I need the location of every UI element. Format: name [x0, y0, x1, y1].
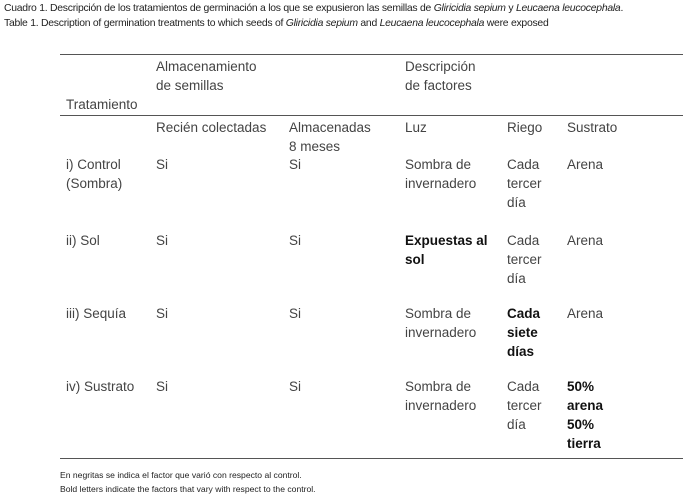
row-luz: Sombra de invernadero [405, 306, 477, 340]
row-riego: Cada tercer día [507, 379, 542, 432]
row-recien: Si [156, 157, 169, 172]
row-luz-varied-factor: Expuestas al sol [405, 233, 488, 267]
row-almacenadas: Si [289, 379, 302, 394]
header-riego: Riego [507, 120, 543, 135]
row-tratamiento: i) Control (Sombra) [66, 157, 123, 191]
header-luz: Luz [405, 120, 427, 135]
row-almacenadas: Si [289, 233, 302, 248]
row-sustrato: Arena [567, 306, 604, 321]
header-sustrato: Sustrato [567, 120, 618, 135]
table-top-rule [60, 54, 683, 55]
row-luz: Sombra de invernadero [405, 157, 477, 191]
table-header-rule [60, 115, 683, 116]
header-descripcion: Descripción de factores [405, 59, 476, 93]
row-recien: Si [156, 306, 169, 321]
row-sustrato: Arena [567, 157, 604, 172]
row-riego: Cada tercer día [507, 233, 542, 286]
row-tratamiento: iv) Sustrato [66, 379, 135, 394]
caption-spanish: Cuadro 1. Descripción de los tratamientos de germinación a los que se expusieron las semillas de Gliricidia sepium y Leucaena leucocephala. [4, 3, 624, 14]
footnote-spanish: En negritas se indica el factor que varió con respecto al control. [60, 470, 302, 480]
row-sustrato: Arena [567, 233, 604, 248]
row-almacenadas: Si [289, 306, 302, 321]
header-almacenamiento: Almacenamiento de semillas [156, 59, 257, 93]
row-sustrato-varied-factor: 50% arena 50% tierra [567, 379, 604, 451]
row-recien: Si [156, 233, 169, 248]
header-recien-colectadas: Recién colectadas [156, 120, 267, 135]
row-riego: Cada tercer día [507, 157, 542, 210]
row-tratamiento: iii) Sequía [66, 306, 127, 321]
header-tratamiento: Tratamiento [66, 97, 138, 112]
row-riego-varied-factor: Cada siete días [507, 306, 541, 359]
table-bottom-rule [60, 458, 683, 459]
row-tratamiento: ii) Sol [66, 233, 100, 248]
header-almacenadas: Almacenadas 8 meses [289, 120, 371, 154]
footnote-english: Bold letters indicate the factors that vary with respect to the control. [60, 484, 316, 494]
caption-english: Table 1. Description of germination treatments to which seeds of Gliricidia sepium and Leucaena leucocephala were exposed [4, 18, 549, 29]
row-almacenadas: Si [289, 157, 302, 172]
row-recien: Si [156, 379, 169, 394]
row-luz: Sombra de invernadero [405, 379, 477, 413]
